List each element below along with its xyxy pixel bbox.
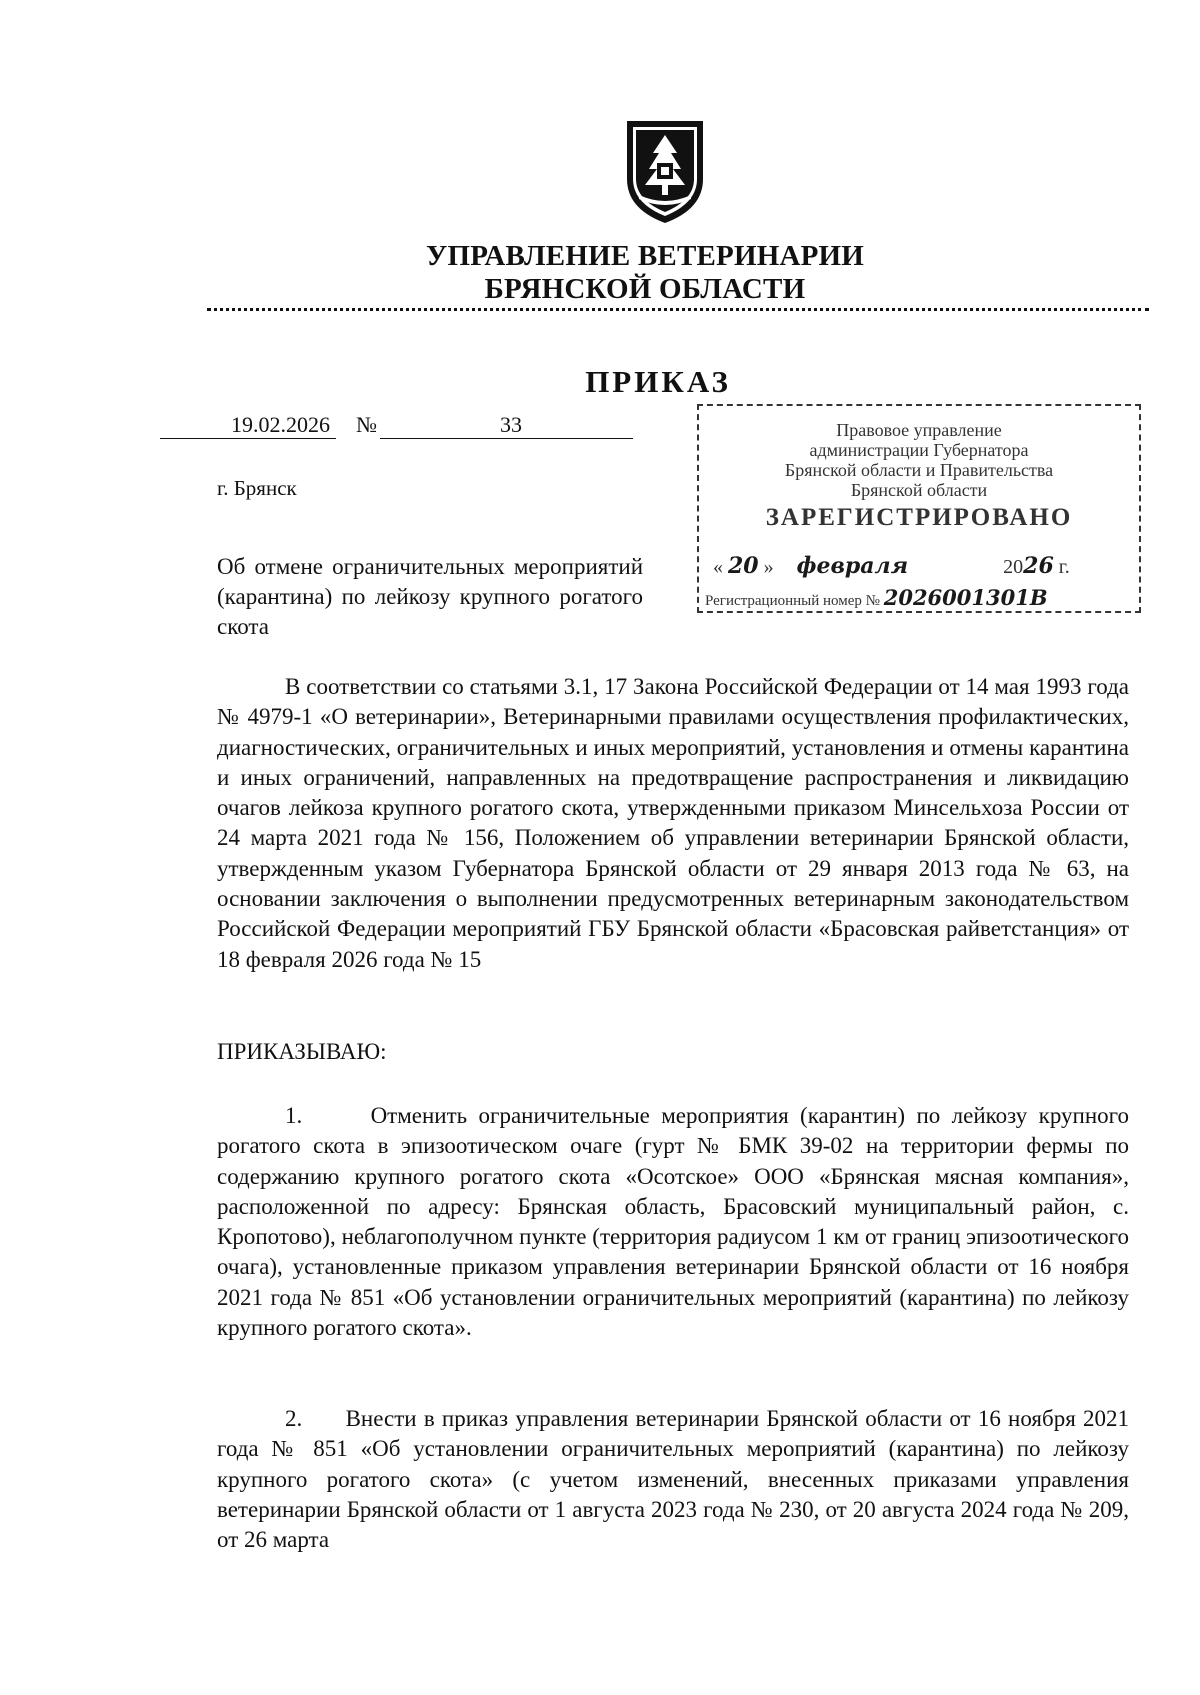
registration-number-label: № xyxy=(356,412,377,437)
header-dotted-divider xyxy=(207,308,1149,311)
coat-of-arms-icon xyxy=(623,117,707,227)
stamp-line1: Правовое управление xyxy=(836,420,1002,440)
stamp-reg-label: Регистрационный номер № xyxy=(705,593,880,609)
stamp-date-year: 26 xyxy=(1023,553,1054,579)
stamp-registered: ЗАРЕГИСТРИРОВАНО xyxy=(765,504,1073,531)
stamp-date-year-prefix: 20 xyxy=(1003,556,1024,578)
registration-date: 19.02.2026 xyxy=(160,412,336,439)
document-subject: Об отмене ограничительных мероприятий (карантина) по лейкозу крупного рогатого скота xyxy=(217,554,643,639)
order-word: ПРИКАЗЫВАЮ: xyxy=(217,1039,387,1064)
city: г. Брянск xyxy=(217,476,297,500)
stamp-date-month: февраля xyxy=(796,553,909,579)
order-item-2-text: Внести в приказ управления ветеринарии Брянской области от 16 ноября 2021 года № 851 «Об установлении ограничительных мероприятий (карантина) по лейкозу крупного рогатого скота» (с учетом изменений, внесенных приказами управления ветеринарии Брянской области от 1 августа 2023 года № 230, от 20 августа 2024 года № 209, от 26 марта xyxy=(217,1406,1129,1553)
order-item-2 xyxy=(217,1404,1129,1555)
order-item-1-number: 1. xyxy=(285,1103,303,1128)
order-item-1-text: Отменить ограничительные мероприятия (карантин) по лейкозу крупного рогатого скота в эпизоотическом очаге (гурт № БМК 39-02 на территории фермы по содержанию крупного рогатого скота «Осотское» ООО «Брянская мясная компания», расположенной по адресу: Брянская область, Брасовский муниципальный район, с. Кропотово), неблагополучном пункте (территория радиусом 1 км от границ эпизоотического очага), установленные приказом управления ветеринарии Брянской области от 16 ноября 2021 года № 851 «Об установлении ограничительных мероприятий (карантина) по лейкозу крупного рогатого скота». xyxy=(217,1103,1129,1341)
preamble-paragraph xyxy=(217,672,1129,975)
order-item-2-number: 2. xyxy=(285,1406,303,1431)
registration-number: 33 xyxy=(380,412,633,439)
stamp-line2: администрации Губернатора xyxy=(809,440,1029,460)
organization-name-line2: БРЯНСКОЙ ОБЛАСТИ xyxy=(484,273,806,305)
stamp-date-close: » xyxy=(763,556,774,578)
stamp-date-open: « xyxy=(713,556,723,578)
registration-stamp xyxy=(697,404,1141,613)
organization-name-line1: УПРАВЛЕНИЕ ВЕТЕРИНАРИИ xyxy=(425,240,865,272)
stamp-date xyxy=(713,553,1133,579)
stamp-date-day: 20 xyxy=(728,553,759,579)
stamp-line4: Брянской области xyxy=(850,480,988,500)
stamp-reg-number xyxy=(705,585,1135,611)
stamp-reg-value: 2026001301B xyxy=(883,585,1048,610)
document-type-title: ПРИКАЗ xyxy=(585,364,731,399)
preamble-text: В соответствии со статьями 3.1, 17 Закона Российской Федерации от 14 мая 1993 года № 4979-1 «О ветеринарии», Ветеринарными правилами осуществления профилактических, диагностических, ограничительных и иных мероприятий, установления и отмены карантина и иных ограничений, направленных на предотвращение распространения и ликвидацию очагов лейкоза крупного рогатого скота, утвержденными приказом Минсельхоза России от 24 марта 2021 года № 156, Положением об управлении ветеринарии Брянской области, утвержденным указом Губернатора Брянской области от 29 января 2013 года № 63, на основании заключения о выполнении предусмотренных ветеринарным законодательством Российской Федерации мероприятий ГБУ Брянской области «Брасовская райветстанция» от 18 февраля 2026 года № 15 xyxy=(217,674,1129,972)
order-item-1 xyxy=(217,1101,1129,1343)
stamp-line3: Брянской области и Правительства xyxy=(784,460,1054,480)
stamp-date-suffix: г. xyxy=(1058,556,1070,578)
